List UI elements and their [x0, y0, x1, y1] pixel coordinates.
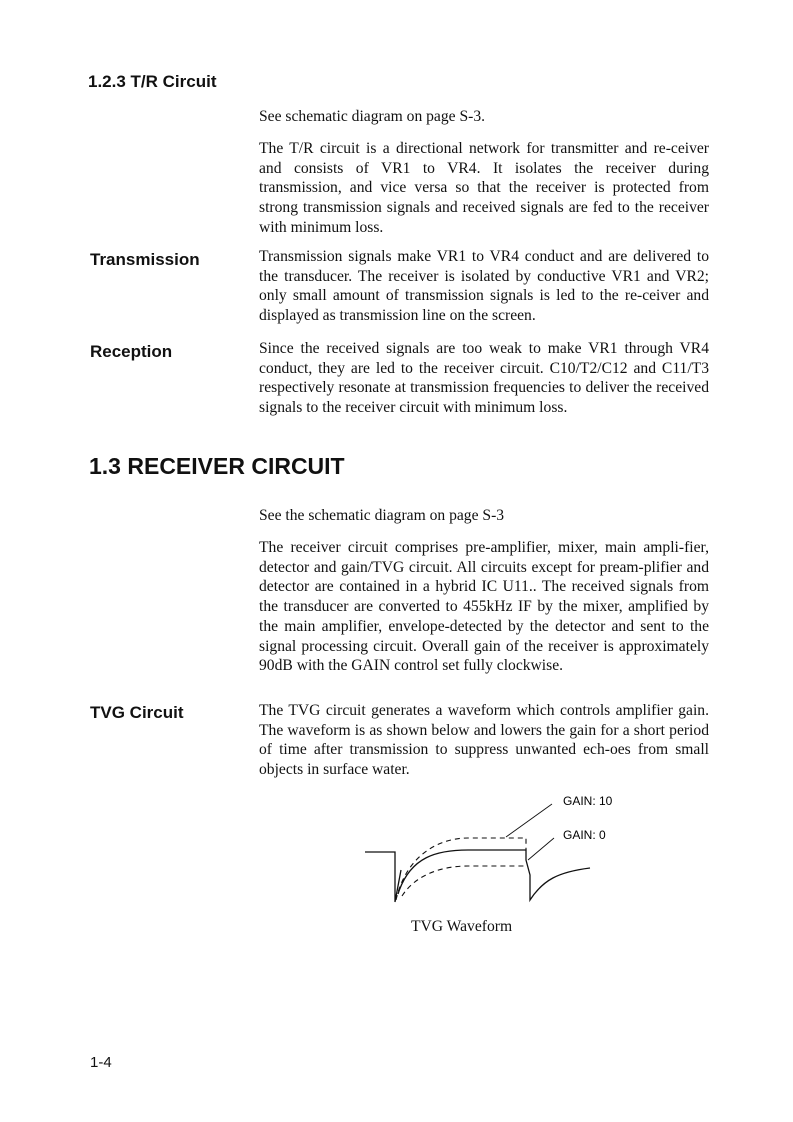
waveform-gain10-dashed	[396, 838, 526, 900]
tr-description-paragraph: The T/R circuit is a directional network for transmitter and re-ceiver and consists of VR1 to VR4. It isolates the receiver during transmission, and vice versa so that the receiver is protected from strong transmission signals and received signals are fed to the receiver with minimum loss.	[259, 140, 709, 236]
gain0-leader-line	[528, 838, 554, 860]
receiver-description-paragraph: The receiver circuit comprises pre-amplifier, mixer, main ampli-fier, detector and gain/TVG circuit. All circuits except for pream-plifier and detector are contained in a hybrid IC U11.. The received signals from the transducer are converted to 455kHz IF by the mixer, amplified by the main amplifier, envelope-detected by the detector and sent to the signal processing circuit. Overall gain of the receiver is approximately 90dB with the GAIN control set fully clockwise.	[259, 539, 709, 675]
figure-caption: TVG Waveform	[411, 918, 513, 935]
tvg-waveform-diagram	[358, 790, 628, 920]
gain10-leader-line	[506, 804, 552, 837]
receiver-schematic-reference: See the schematic diagram on page S-3	[259, 507, 505, 524]
side-heading-reception: Reception	[90, 342, 173, 361]
waveform-gain-mid-dashed	[402, 866, 526, 896]
gain10-label: GAIN: 10	[563, 794, 613, 808]
waveform-gain0-curve	[398, 850, 590, 900]
tr-schematic-reference: See schematic diagram on page S-3.	[259, 108, 486, 125]
page-number: 1-4	[90, 1054, 112, 1071]
reception-paragraph: Since the received signals are too weak to make VR1 through VR4 conduct, they are led to the receiver circuit. C10/T2/C12 and C11/T3 respectively resonate at transmission frequencies to deliver the received signals to the receiver circuit with minimum loss.	[259, 340, 709, 417]
tvg-paragraph: The TVG circuit generates a waveform which controls amplifier gain. The waveform is as shown below and lowers the gain for a short period of time after transmission to suppress unwanted ech-oes from small objects in surface water.	[259, 702, 709, 779]
section-title-receiver-circuit: 1.3 RECEIVER CIRCUIT	[89, 453, 345, 479]
gain0-label: GAIN: 0	[563, 828, 606, 842]
section-title-tr-circuit: 1.2.3 T/R Circuit	[88, 72, 217, 91]
side-heading-transmission: Transmission	[90, 250, 200, 269]
transmission-paragraph: Transmission signals make VR1 to VR4 conduct and are delivered to the transducer. The receiver is isolated by conductive VR1 and VR2; only small amount of transmission signals is led to the re-ceiver and displayed as transmission line on the screen.	[259, 248, 709, 325]
side-heading-tvg-circuit: TVG Circuit	[90, 703, 184, 722]
waveform-baseline-pulse	[365, 852, 401, 902]
